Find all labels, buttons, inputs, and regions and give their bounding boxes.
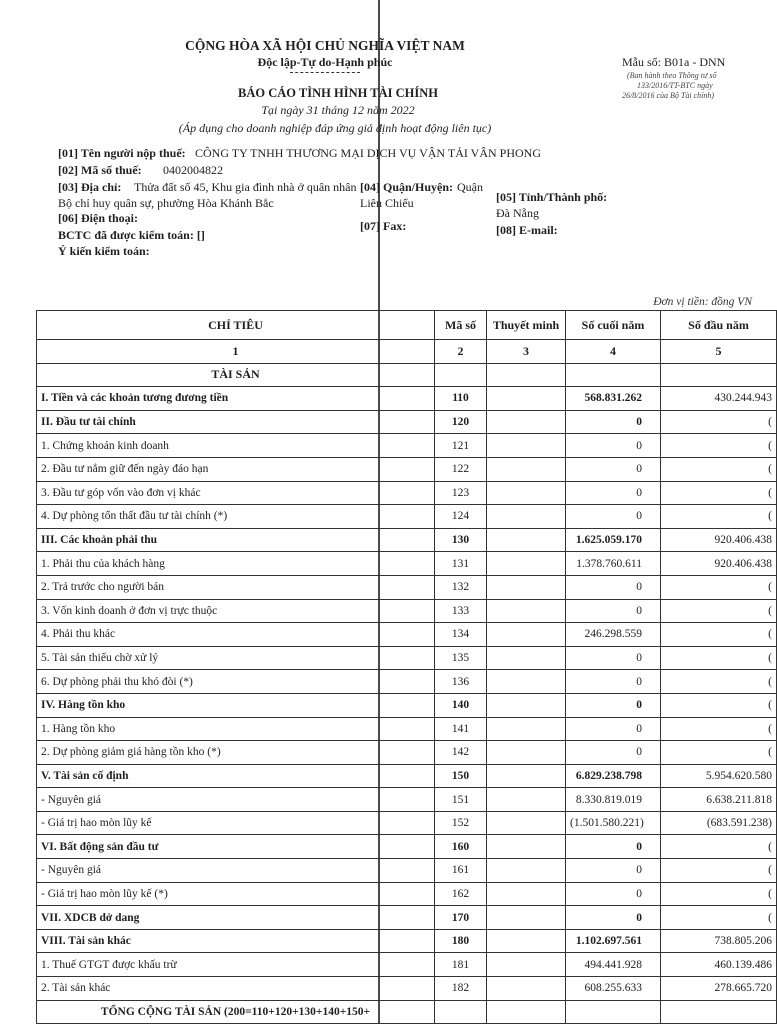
row-note — [487, 575, 566, 599]
row-current: 0 — [566, 410, 661, 434]
table-row — [37, 929, 777, 953]
table-row — [37, 882, 777, 906]
row-current: 246.298.559 — [566, 623, 661, 647]
row-note — [487, 835, 566, 859]
row-label: 1. Chứng khoán kinh doanh — [37, 434, 435, 458]
row-prior: ( — [661, 575, 777, 599]
row-current: 0 — [566, 906, 661, 930]
table-row — [37, 552, 777, 576]
row-code: 132 — [435, 575, 487, 599]
row-prior: ( — [661, 882, 777, 906]
form-note-1: (Ban hành theo Thông tư số — [627, 71, 717, 80]
audit-opinion-label: Ý kiến kiểm toán: — [58, 244, 150, 258]
row-label: VII. XDCB dở dang — [37, 906, 435, 930]
row-code: 162 — [435, 882, 487, 906]
row-label: I. Tiền và các khoản tương đương tiền — [37, 387, 435, 411]
row-label: 5. Tài sản thiếu chờ xử lý — [37, 646, 435, 670]
taxpayer-value: CÔNG TY TNHH THƯƠNG MẠI DỊCH VỤ VẬN TẢI VÂN PHONG — [195, 146, 541, 160]
row-code: 131 — [435, 552, 487, 576]
row-code: 122 — [435, 457, 487, 481]
row-note — [487, 741, 566, 765]
row-label: VI. Bất động sản đầu tư — [37, 835, 435, 859]
row-label: 4. Dự phòng tổn thất đầu tư tài chính (*) — [37, 505, 435, 529]
row-current: 0 — [566, 670, 661, 694]
row-note — [487, 929, 566, 953]
row-current: 6.829.238.798 — [566, 764, 661, 788]
row-prior: ( — [661, 646, 777, 670]
row-prior: 6.638.211.818 — [661, 788, 777, 812]
row-current: 1.378.760.611 — [566, 552, 661, 576]
audited-label: BCTC đã được kiểm toán: [] — [58, 228, 205, 242]
row-code: 141 — [435, 717, 487, 741]
row-prior: ( — [661, 741, 777, 765]
row-current: 0 — [566, 505, 661, 529]
row-label: - Giá trị hao mòn lũy kế — [37, 811, 435, 835]
table-row — [37, 977, 777, 1001]
row-note — [487, 434, 566, 458]
row-prior: ( — [661, 505, 777, 529]
row-note — [487, 693, 566, 717]
tax-code-value: 0402004822 — [163, 163, 223, 177]
row-current: 568.831.262 — [566, 387, 661, 411]
row-code: 181 — [435, 953, 487, 977]
row-label: 2. Dự phòng giảm giá hàng tồn kho (*) — [37, 741, 435, 765]
financial-position-table — [36, 310, 777, 1024]
row-label: V. Tài sản cố định — [37, 764, 435, 788]
row-current: 0 — [566, 575, 661, 599]
row-code: 151 — [435, 788, 487, 812]
row-current: 494.441.928 — [566, 953, 661, 977]
row-note — [487, 410, 566, 434]
row-label: - Nguyên giá — [37, 859, 435, 883]
row-note — [487, 505, 566, 529]
row-code: 121 — [435, 434, 487, 458]
total-label: TỔNG CỘNG TÀI SẢN (200=110+120+130+140+150+ — [37, 1000, 435, 1024]
row-prior: ( — [661, 859, 777, 883]
table-row — [37, 811, 777, 835]
row-current: 0 — [566, 693, 661, 717]
address-value-1: Thửa đất số 45, Khu gia đình nhà ở quân nhân — [134, 180, 357, 194]
row-label: 6. Dự phòng phải thu khó đòi (*) — [37, 670, 435, 694]
row-prior: 920.406.438 — [661, 552, 777, 576]
row-prior: ( — [661, 410, 777, 434]
row-code: 140 — [435, 693, 487, 717]
row-code: 134 — [435, 623, 487, 647]
header-current: Số cuối năm — [566, 311, 661, 340]
row-current: 1.102.697.561 — [566, 929, 661, 953]
table-row — [37, 387, 777, 411]
header-note: Thuyết minh — [487, 311, 566, 340]
row-current: 0 — [566, 741, 661, 765]
row-current: 0 — [566, 646, 661, 670]
table-row — [37, 623, 777, 647]
row-prior: 278.665.720 — [661, 977, 777, 1001]
row-code: 136 — [435, 670, 487, 694]
row-note — [487, 717, 566, 741]
row-note — [487, 623, 566, 647]
row-label: II. Đầu tư tài chính — [37, 410, 435, 434]
table-row — [37, 457, 777, 481]
row-label: III. Các khoản phải thu — [37, 528, 435, 552]
row-label: IV. Hàng tồn kho — [37, 693, 435, 717]
row-prior: 460.139.486 — [661, 953, 777, 977]
table-row — [37, 717, 777, 741]
form-note-2: 133/2016/TT-BTC ngày — [637, 81, 713, 90]
table-row — [37, 788, 777, 812]
row-current: 0 — [566, 717, 661, 741]
phone-label: [06] Điện thoại: — [58, 211, 138, 225]
row-note — [487, 953, 566, 977]
header-code: Mã số — [435, 311, 487, 340]
tax-code-label: [02] Mã số thuế: — [58, 163, 142, 177]
row-code: 123 — [435, 481, 487, 505]
address-label: [03] Địa chỉ: — [58, 180, 122, 194]
address-value-2: Bộ chỉ huy quân sự, phường Hòa Khánh Bắc — [58, 196, 274, 210]
row-label: 1. Thuế GTGT được khấu trừ — [37, 953, 435, 977]
row-note — [487, 552, 566, 576]
row-current: 0 — [566, 599, 661, 623]
colnum-3: 3 — [487, 340, 566, 364]
row-note — [487, 882, 566, 906]
row-label: 2. Trả trước cho người bán — [37, 575, 435, 599]
row-note — [487, 481, 566, 505]
table-section-row — [37, 363, 777, 387]
district-value-1: Quận — [457, 180, 483, 194]
row-current: 0 — [566, 434, 661, 458]
row-current: (1.501.580.221) — [566, 811, 661, 835]
row-prior: ( — [661, 717, 777, 741]
row-note — [487, 764, 566, 788]
row-prior: ( — [661, 434, 777, 458]
district-label: [04] Quận/Huyện: — [360, 180, 454, 194]
row-note — [487, 528, 566, 552]
row-code: 135 — [435, 646, 487, 670]
row-prior: 738.805.206 — [661, 929, 777, 953]
row-prior: 430.244.943 — [661, 387, 777, 411]
row-current: 0 — [566, 882, 661, 906]
table-row — [37, 410, 777, 434]
row-current: 0 — [566, 859, 661, 883]
row-prior: ( — [661, 599, 777, 623]
row-code: 170 — [435, 906, 487, 930]
row-current: 1.625.059.170 — [566, 528, 661, 552]
row-current: 0 — [566, 835, 661, 859]
row-code: 182 — [435, 977, 487, 1001]
row-code: 124 — [435, 505, 487, 529]
national-title: CỘNG HÒA XÃ HỘI CHỦ NGHĨA VIỆT NAM — [185, 38, 465, 53]
table-row — [37, 434, 777, 458]
row-label: 2. Đầu tư nắm giữ đến ngày đáo hạn — [37, 457, 435, 481]
fax-label: [07] Fax: — [360, 219, 407, 233]
row-label: - Nguyên giá — [37, 788, 435, 812]
row-prior: 920.406.438 — [661, 528, 777, 552]
row-note — [487, 977, 566, 1001]
header-indicator: CHỈ TIÊU — [37, 311, 435, 340]
colnum-1: 1 — [37, 340, 435, 364]
motto: Độc lập-Tự do-Hạnh phúc — [257, 55, 393, 69]
row-label: - Giá trị hao mòn lũy kế (*) — [37, 882, 435, 906]
table-row — [37, 953, 777, 977]
row-label: 4. Phải thu khác — [37, 623, 435, 647]
table-row — [37, 599, 777, 623]
row-prior: ( — [661, 623, 777, 647]
row-code: 130 — [435, 528, 487, 552]
row-prior: ( — [661, 906, 777, 930]
table-row — [37, 906, 777, 930]
colnum-2: 2 — [435, 340, 487, 364]
form-number: Mẫu số: B01a - DNN — [622, 55, 726, 69]
province-value: Đà Nẵng — [496, 206, 539, 220]
table-row — [37, 505, 777, 529]
colnum-4: 4 — [566, 340, 661, 364]
table-row — [37, 764, 777, 788]
table-colnum-row — [37, 340, 777, 364]
report-scope: (Áp dụng cho doanh nghiệp đáp ứng giả định hoạt động liên tục) — [178, 121, 492, 135]
row-note — [487, 859, 566, 883]
form-note-3: 26/8/2016 của Bộ Tài chính) — [622, 91, 714, 100]
row-prior: ( — [661, 693, 777, 717]
row-code: 120 — [435, 410, 487, 434]
taxpayer-label: [01] Tên người nộp thuế: — [58, 146, 186, 160]
colnum-5: 5 — [661, 340, 777, 364]
table-row — [37, 646, 777, 670]
row-note — [487, 670, 566, 694]
row-prior: ( — [661, 670, 777, 694]
province-label: [05] Tỉnh/Thành phố: — [496, 190, 608, 204]
row-note — [487, 387, 566, 411]
row-label: 2. Tài sản khác — [37, 977, 435, 1001]
district-value-2: Liên Chiểu — [360, 196, 414, 210]
table-row — [37, 693, 777, 717]
table-row — [37, 481, 777, 505]
row-note — [487, 599, 566, 623]
row-note — [487, 646, 566, 670]
row-current: 0 — [566, 481, 661, 505]
row-code: 150 — [435, 764, 487, 788]
report-date: Tại ngày 31 tháng 12 năm 2022 — [261, 103, 415, 117]
row-code: 133 — [435, 599, 487, 623]
table-row — [37, 670, 777, 694]
row-current: 608.255.633 — [566, 977, 661, 1001]
table-body — [37, 311, 777, 1024]
row-label: 3. Vốn kinh doanh ở đơn vị trực thuộc — [37, 599, 435, 623]
table-header-row — [37, 311, 777, 340]
row-code: 110 — [435, 387, 487, 411]
row-note — [487, 457, 566, 481]
table-row — [37, 575, 777, 599]
row-prior: ( — [661, 457, 777, 481]
row-code: 161 — [435, 859, 487, 883]
row-label: 3. Đầu tư góp vốn vào đơn vị khác — [37, 481, 435, 505]
header-prior: Số đầu năm — [661, 311, 777, 340]
row-code: 160 — [435, 835, 487, 859]
row-label: VIII. Tài sản khác — [37, 929, 435, 953]
row-note — [487, 788, 566, 812]
row-note — [487, 906, 566, 930]
row-code: 152 — [435, 811, 487, 835]
table-row — [37, 741, 777, 765]
row-prior: ( — [661, 835, 777, 859]
row-current: 8.330.819.019 — [566, 788, 661, 812]
row-label: 1. Phải thu của khách hàng — [37, 552, 435, 576]
row-code: 180 — [435, 929, 487, 953]
row-prior: ( — [661, 481, 777, 505]
row-prior: (683.591.238) — [661, 811, 777, 835]
table-row — [37, 859, 777, 883]
row-current: 0 — [566, 457, 661, 481]
section-title: TÀI SẢN — [37, 363, 435, 387]
email-label: [08] E-mail: — [496, 223, 558, 237]
table-row — [37, 835, 777, 859]
row-label: 1. Hàng tồn kho — [37, 717, 435, 741]
row-code: 142 — [435, 741, 487, 765]
currency-unit: Đơn vị tiền: đồng VN — [653, 296, 752, 308]
table-total-row — [37, 1000, 777, 1024]
table-row — [37, 528, 777, 552]
motto-underline — [290, 72, 360, 73]
report-title: BÁO CÁO TÌNH HÌNH TÀI CHÍNH — [238, 86, 438, 100]
row-note — [487, 811, 566, 835]
row-prior: 5.954.620.580 — [661, 764, 777, 788]
